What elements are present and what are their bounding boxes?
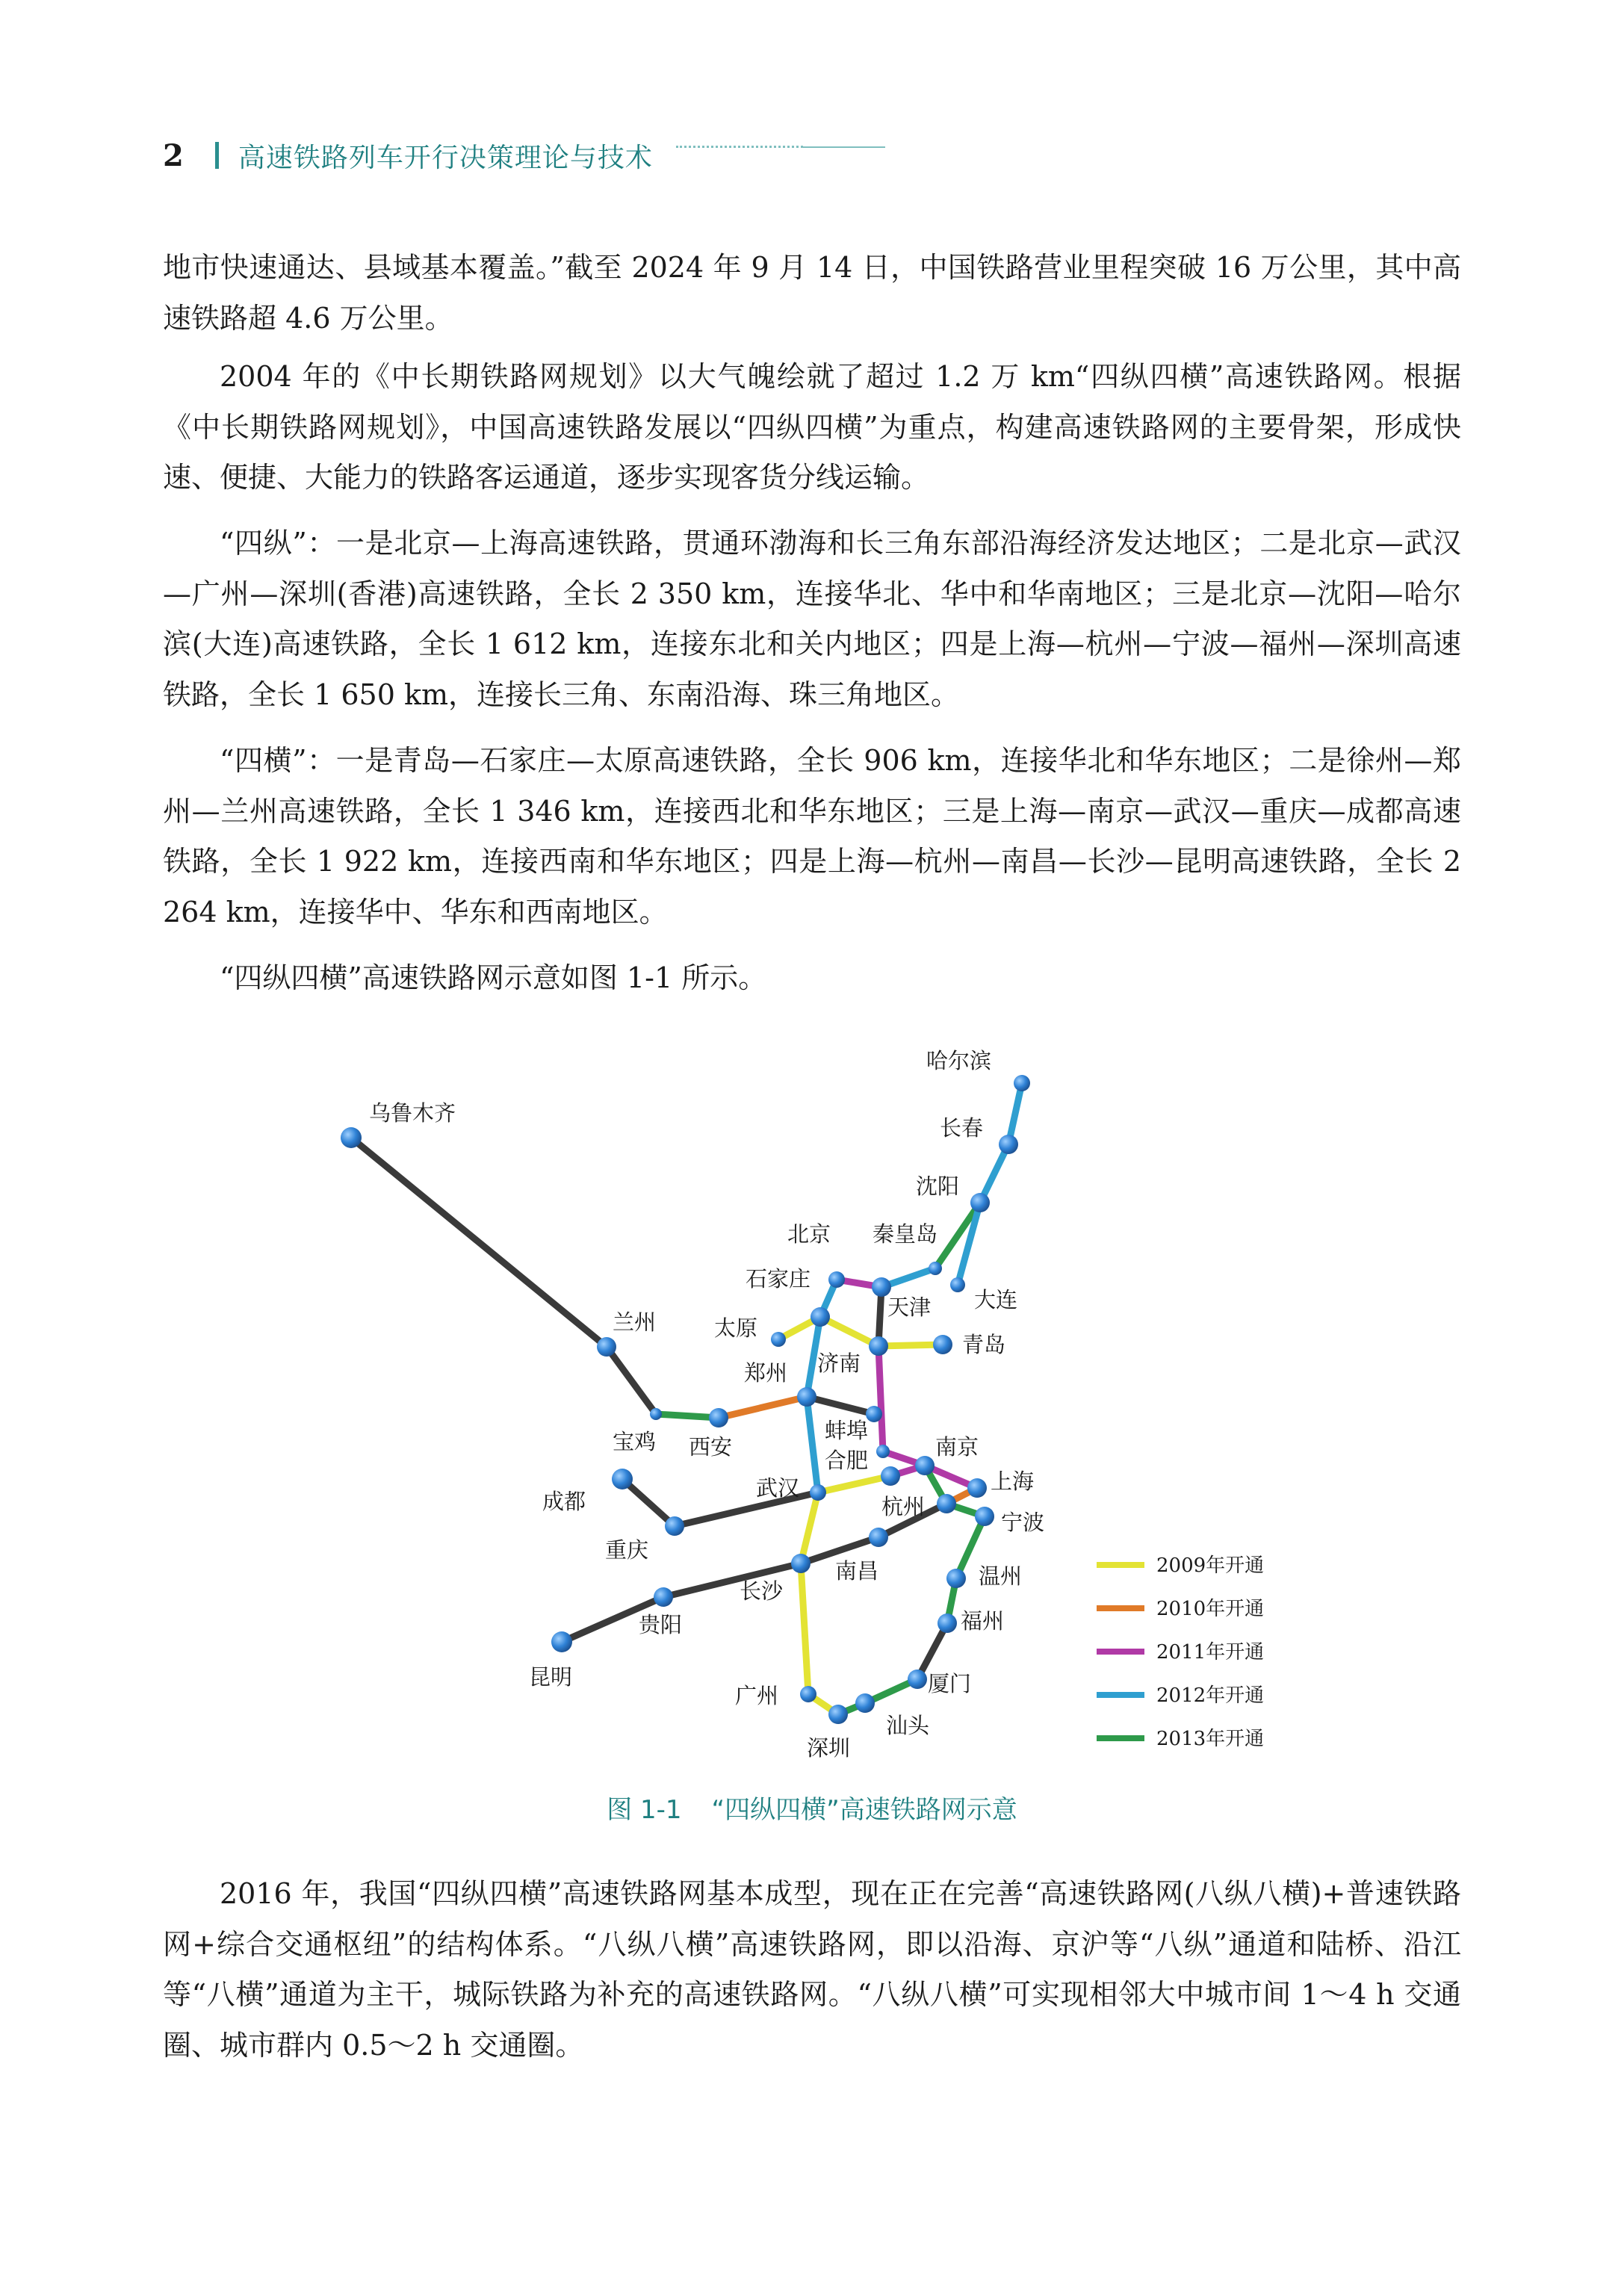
node-shenyang (970, 1193, 990, 1212)
node-beijing (828, 1271, 845, 1288)
label-hefei: 合肥 (825, 1448, 869, 1473)
node-wenzhou (946, 1569, 966, 1588)
legend-label-2013: 2013年开通 (1156, 1728, 1265, 1750)
label-shijiazhuang: 石家庄 (746, 1266, 811, 1292)
node-chengdu (612, 1469, 633, 1489)
label-beijing: 北京 (787, 1221, 831, 1247)
label-bengbu: 蚌埠 (825, 1418, 869, 1443)
node-wuhan (810, 1484, 826, 1501)
line-shenyang-changchun (980, 1144, 1008, 1203)
line-shijiazhuang-jinan (820, 1317, 878, 1346)
railway-network-map (299, 1031, 1345, 1778)
label-shenyang: 沈阳 (916, 1174, 960, 1199)
label-shanghai: 上海 (991, 1469, 1035, 1494)
line-xian-zhengzhou (719, 1397, 807, 1418)
label-changchun: 长春 (940, 1115, 984, 1141)
node-zhengzhou (797, 1387, 816, 1407)
figure-caption (0, 1789, 1624, 1826)
paragraph-4: “四横”：一是青岛—石家庄—太原高速铁路，全长 906 km，连接华北和华东地区；二是徐州—郑州—兰州高速铁路，全长 1 346 km，连接西北和华东地区；三是上海—南京—武汉—重庆—成都高速铁路，全长 1 922 km，连接西南和华东地区；四是上海—杭州—南昌—长沙—昆明高速铁路，全长 2 264 km，连接华中、华东和西南地区。 (163, 744, 1461, 929)
node-xuzhou (866, 1406, 882, 1422)
node-kunming (551, 1631, 572, 1652)
label-changsha: 长沙 (740, 1578, 784, 1604)
label-jinan: 济南 (817, 1351, 861, 1376)
label-dalian: 大连 (974, 1287, 1018, 1312)
node-shanghai (967, 1478, 987, 1498)
label-kunming: 昆明 (529, 1664, 573, 1690)
label-taiyuan: 太原 (714, 1315, 758, 1341)
node-fuzhou (937, 1613, 957, 1633)
running-header (163, 133, 653, 178)
label-qinhuangdao: 秦皇岛 (873, 1221, 938, 1247)
label-xian: 西安 (689, 1434, 733, 1460)
label-nanjing: 南京 (935, 1434, 979, 1460)
railway-network-figure (299, 1031, 1345, 1778)
node-shijiazhuang (811, 1307, 830, 1327)
book-title: 高速铁路列车开行决策理论与技术 (238, 142, 653, 173)
paragraph-5: “四纵四横”高速铁路网示意如图 1-1 所示。 (220, 961, 767, 994)
node-xiamen (908, 1670, 927, 1689)
label-guangzhou: 广州 (735, 1683, 779, 1708)
node-changchun (999, 1135, 1018, 1154)
node-nanchang (869, 1528, 888, 1547)
node-guangzhou (800, 1686, 816, 1702)
line-lanzhou-baoji (607, 1347, 656, 1414)
header-dotted-rule (676, 146, 803, 148)
node-baoji (650, 1408, 662, 1420)
line-jinan-bengbu (878, 1346, 883, 1451)
node-hangzhou (937, 1494, 956, 1513)
node-dalian (950, 1277, 965, 1292)
line-urumqi-lanzhou (351, 1138, 607, 1347)
node-urumqi (341, 1127, 362, 1148)
label-qingdao: 青岛 (962, 1332, 1006, 1357)
label-xiamen: 厦门 (928, 1671, 972, 1696)
node-qinhuangdao (929, 1262, 942, 1275)
page-number: 2 (163, 137, 184, 173)
label-chengdu: 成都 (542, 1489, 586, 1514)
node-shenzhen (828, 1705, 848, 1724)
header-rule (803, 146, 885, 148)
label-fuzhou: 福州 (961, 1608, 1005, 1634)
line-chongqing-chengdu (622, 1479, 675, 1526)
node-qingdao (933, 1335, 952, 1354)
figure-number: 图 1-1 (607, 1795, 682, 1825)
paragraph-1: 地市快速通达、县域基本覆盖。”截至 2024 年 9 月 14 日，中国铁路营业里程突破 16 万公里，其中高速铁路超 4.6 万公里。 (163, 251, 1461, 335)
label-lanzhou: 兰州 (613, 1309, 657, 1335)
figure-title: “四纵四横”高速铁路网示意 (711, 1795, 1017, 1825)
header-divider (215, 142, 219, 169)
label-ningbo: 宁波 (1001, 1510, 1045, 1535)
label-wenzhou: 温州 (979, 1563, 1023, 1589)
legend-label-2010: 2010年开通 (1156, 1598, 1265, 1620)
label-hangzhou: 杭州 (881, 1494, 926, 1519)
city-nodes (341, 1075, 1030, 1724)
node-lanzhou (597, 1337, 616, 1357)
paragraph-3: “四纵”：一是北京—上海高速铁路，贯通环渤海和长三角东部沿海经济发达地区；二是北京—武汉—广州—深圳(香港)高速铁路，全长 2 350 km，连接华北、华中和华南地区；三是北京—沈阳—哈尔滨(大连)高速铁路，全长 1 612 km，连接东北和关内地区；四是上海—杭州—宁波—福州—深圳高速铁路，全长 1 650 km，连接长三角、东南沿海、珠三角地区。 (163, 527, 1461, 711)
node-shantou (855, 1693, 875, 1713)
node-xian (709, 1408, 728, 1427)
paragraph-2: 2004 年的《中长期铁路网规划》以大气魄绘就了超过 1.2 万 km“四纵四横”高速铁路网。根据《中长期铁路网规划》，中国高速铁路发展以“四纵四横”为重点，构建高速铁路网的主要骨架，形成快速、便捷、大能力的铁路客运通道，逐步实现客货分线运输。 (163, 360, 1461, 494)
paragraph-6: 2016 年，我国“四纵四横”高速铁路网基本成型，现在正在完善“高速铁路网(八纵八横)+普速铁路网+综合交通枢纽”的结构体系。“八纵八横”高速铁路网，即以沿海、京沪等“八纵”通道和陆桥、沿江等“八横”通道为主干，城际铁路为补充的高速铁路网。“八纵八横”可实现相邻大中城市间 1～4 h 交通圈、城市群内 0.5～2 h 交通圈。 (163, 1877, 1461, 2062)
node-taiyuan (771, 1332, 786, 1347)
line-wuhan-changsha (801, 1492, 818, 1563)
city-labels (369, 1048, 1044, 1761)
legend-label-2012: 2012年开通 (1156, 1684, 1265, 1707)
line-zhengzhou-wuhan (807, 1397, 818, 1492)
label-baoji: 宝鸡 (613, 1429, 657, 1454)
label-chongqing: 重庆 (605, 1537, 649, 1563)
label-guiyang: 贵阳 (639, 1612, 683, 1637)
node-nanjing (915, 1456, 935, 1475)
node-changsha (791, 1554, 811, 1573)
label-tianjin: 天津 (887, 1295, 932, 1320)
legend-label-2009: 2009年开通 (1156, 1554, 1265, 1577)
line-changsha-guangzhou (801, 1563, 808, 1694)
line-wuhan-hefei (818, 1476, 890, 1492)
node-harbin (1014, 1075, 1030, 1091)
legend (1097, 1554, 1264, 1750)
label-nanchang: 南昌 (835, 1558, 879, 1584)
node-jinan (869, 1336, 888, 1356)
label-shantou: 汕头 (886, 1713, 930, 1738)
node-guiyang (654, 1587, 673, 1607)
node-chongqing (665, 1516, 684, 1536)
label-zhengzhou: 郑州 (744, 1360, 788, 1386)
node-ningbo (975, 1507, 994, 1526)
node-bengbu (876, 1445, 890, 1458)
label-wuhan: 武汉 (756, 1475, 800, 1501)
line-zhengzhou-xuzhou (807, 1397, 874, 1414)
label-shenzhen: 深圳 (807, 1735, 851, 1761)
label-urumqi: 乌鲁木齐 (369, 1100, 456, 1126)
node-hefei (881, 1466, 900, 1486)
legend-label-2011: 2011年开通 (1156, 1641, 1265, 1664)
existing-lines (351, 1138, 947, 1679)
label-harbin: 哈尔滨 (926, 1048, 992, 1073)
